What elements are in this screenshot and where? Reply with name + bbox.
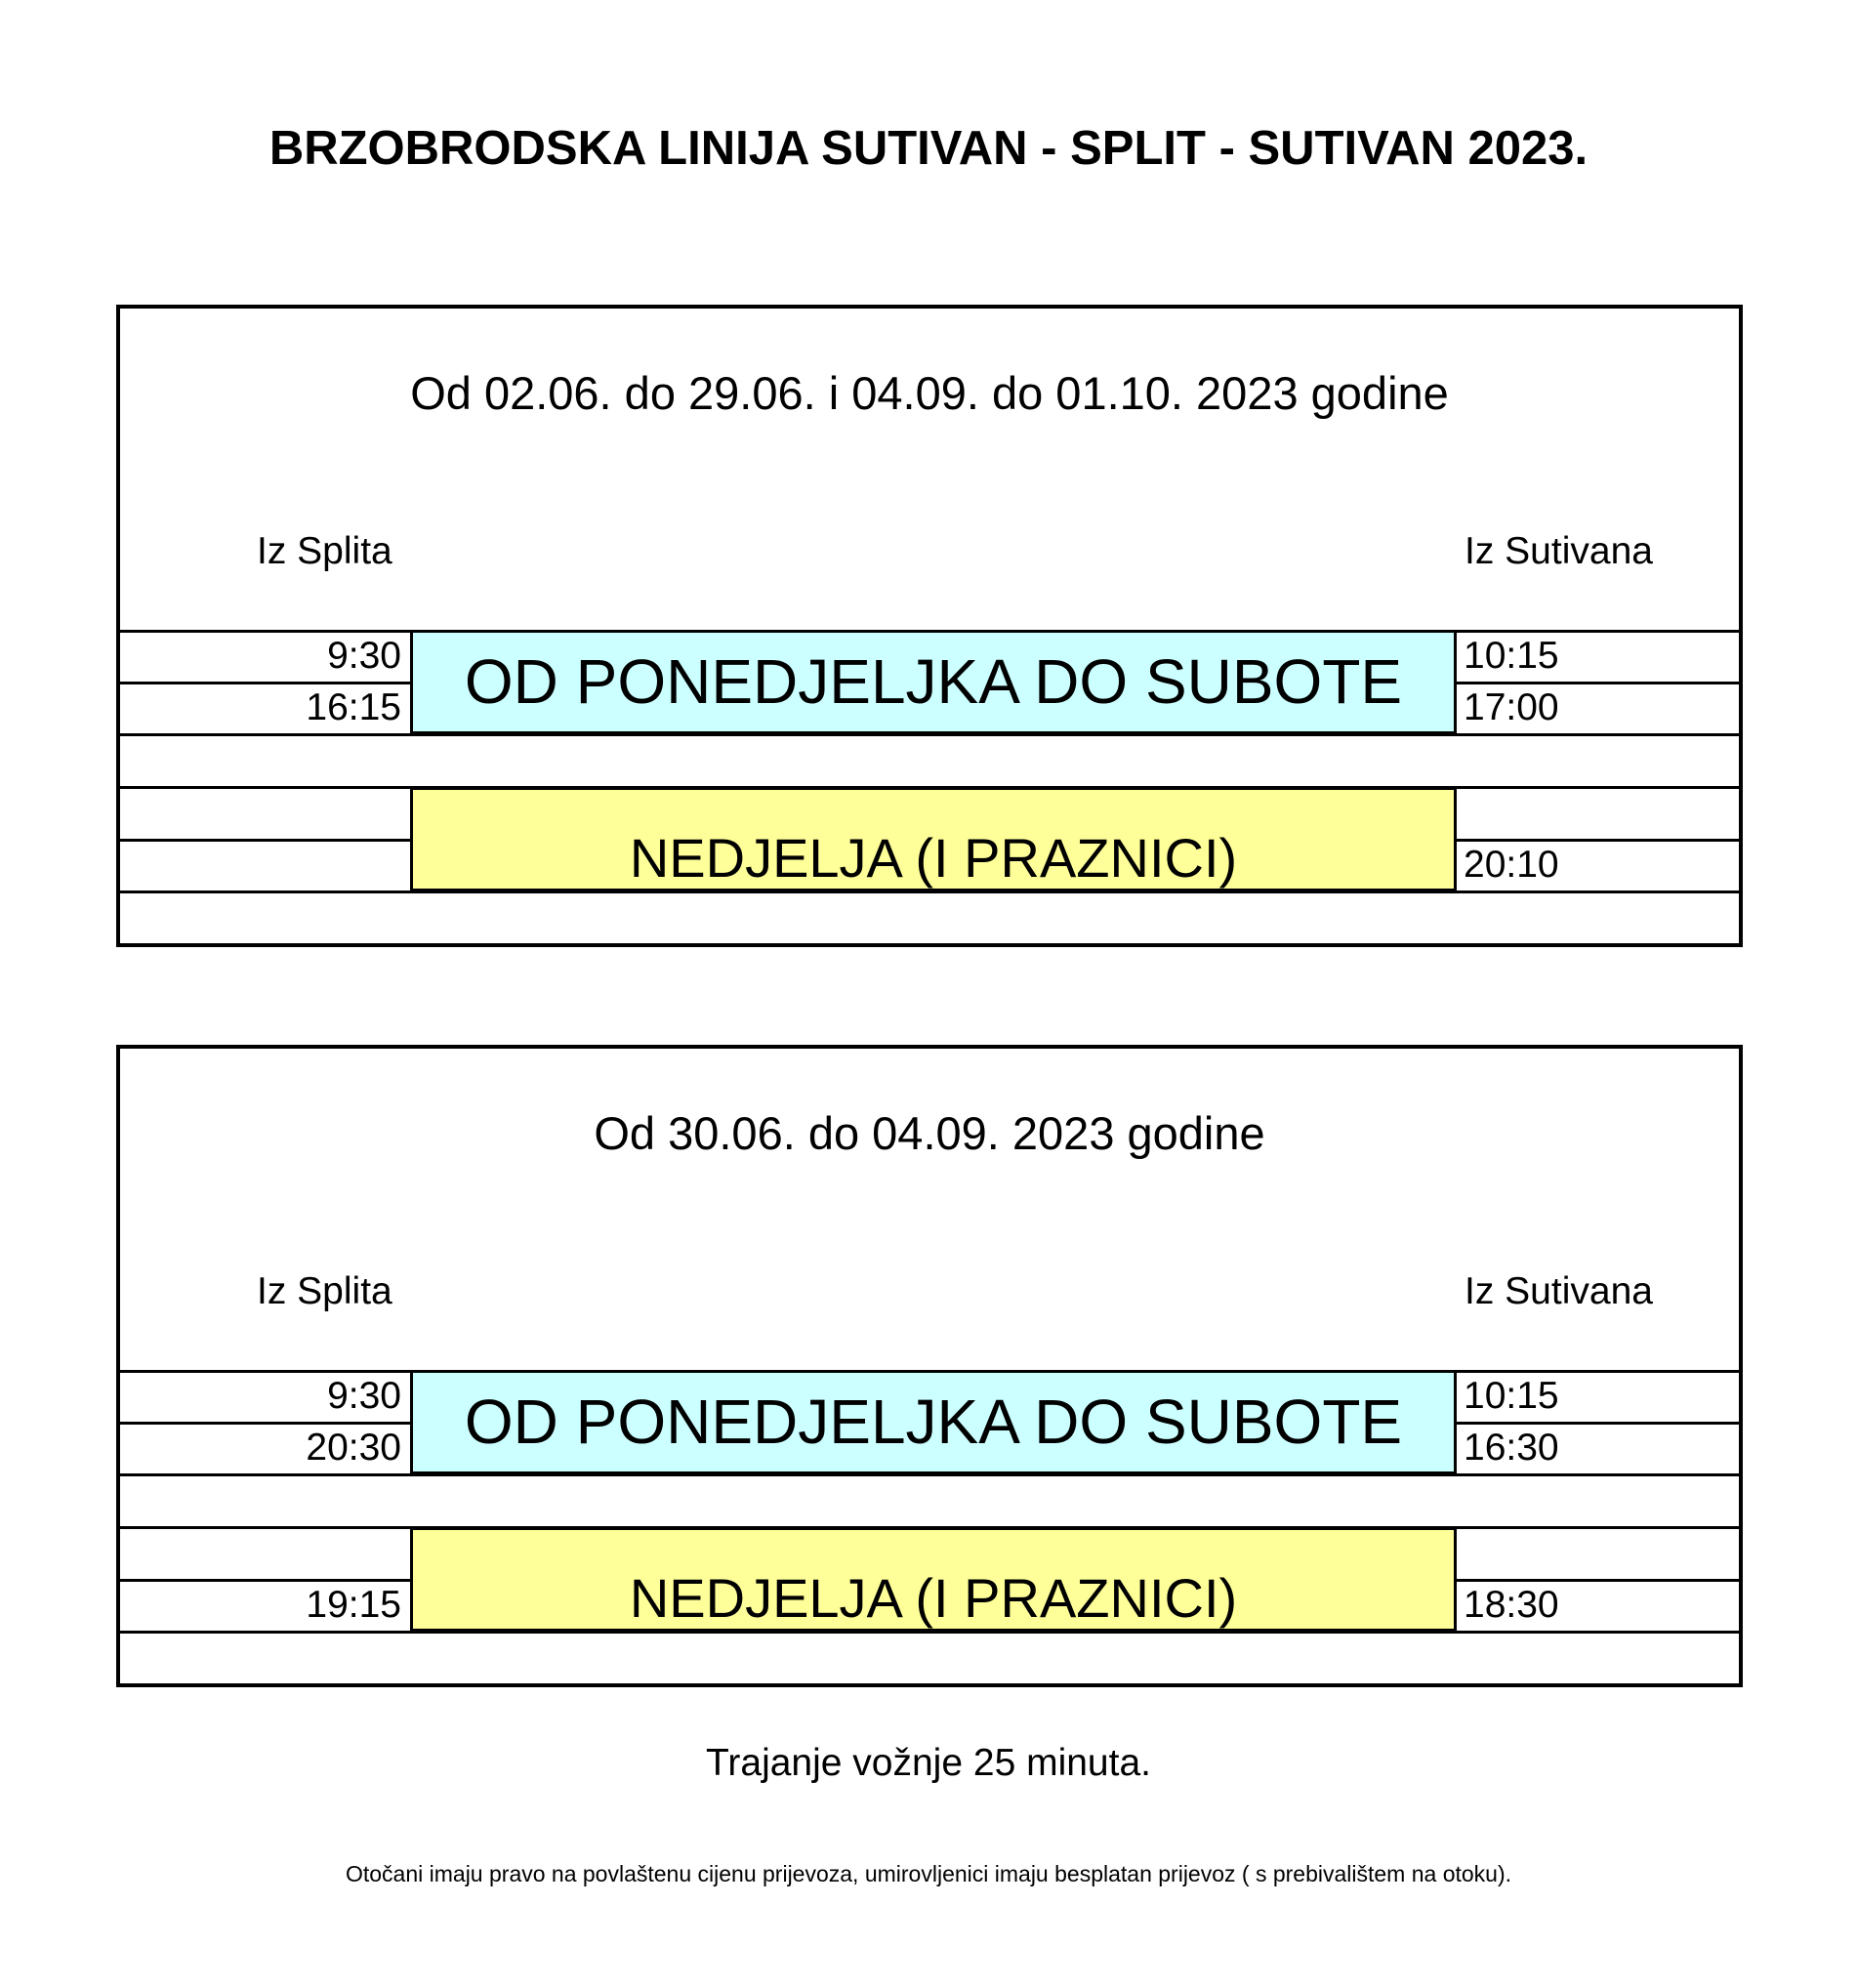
from-split-header: Iz Splita — [257, 1270, 392, 1312]
departure-time-split: 9:30 — [327, 1375, 401, 1417]
footnote: Otočani imaju pravo na povlaštenu cijenu prijevoza, umirovljenici imaju besplatan prijevoz ( s prebivalištem na otoku). — [345, 1861, 1512, 1886]
departure-time-split: 16:15 — [306, 686, 401, 728]
departure-time-sutivan: 20:10 — [1464, 844, 1559, 886]
schedule-period: Od 30.06. do 04.09. 2023 godine — [594, 1107, 1265, 1159]
row-divider — [1447, 1579, 1739, 1582]
from-sutivan-header: Iz Sutivana — [1465, 530, 1653, 572]
schedule-period: Od 02.06. do 29.06. i 04.09. do 01.10. 2023 godine — [410, 367, 1449, 419]
weekday-band: OD PONEDJELJKA DO SUBOTE — [410, 630, 1457, 734]
page-title: BRZOBRODSKA LINIJA SUTIVAN - SPLIT - SUTIVAN 2023. — [268, 122, 1589, 175]
row-divider — [120, 839, 411, 842]
duration-note: Trajanje vožnje 25 minuta. — [706, 1742, 1151, 1784]
departure-time-sutivan: 18:30 — [1464, 1584, 1559, 1626]
departure-time-sutivan: 10:15 — [1464, 635, 1559, 677]
departure-time-sutivan: 16:30 — [1464, 1427, 1559, 1469]
from-sutivan-header: Iz Sutivana — [1465, 1270, 1653, 1312]
row-divider — [120, 1579, 411, 1582]
row-divider — [1447, 839, 1739, 842]
schedule-table — [116, 1045, 1743, 1687]
departure-time-sutivan: 10:15 — [1464, 1375, 1559, 1417]
sunday-band: NEDJELJA (I PRAZNICI) — [410, 1527, 1457, 1632]
departure-time-sutivan: 17:00 — [1464, 686, 1559, 728]
weekday-band: OD PONEDJELJKA DO SUBOTE — [410, 1370, 1457, 1474]
departure-time-split: 9:30 — [327, 635, 401, 677]
schedule-table — [116, 305, 1743, 947]
from-split-header: Iz Splita — [257, 530, 392, 572]
departure-time-split: 20:30 — [306, 1427, 401, 1469]
departure-time-split: 19:15 — [306, 1584, 401, 1626]
sunday-band: NEDJELJA (I PRAZNICI) — [410, 787, 1457, 891]
